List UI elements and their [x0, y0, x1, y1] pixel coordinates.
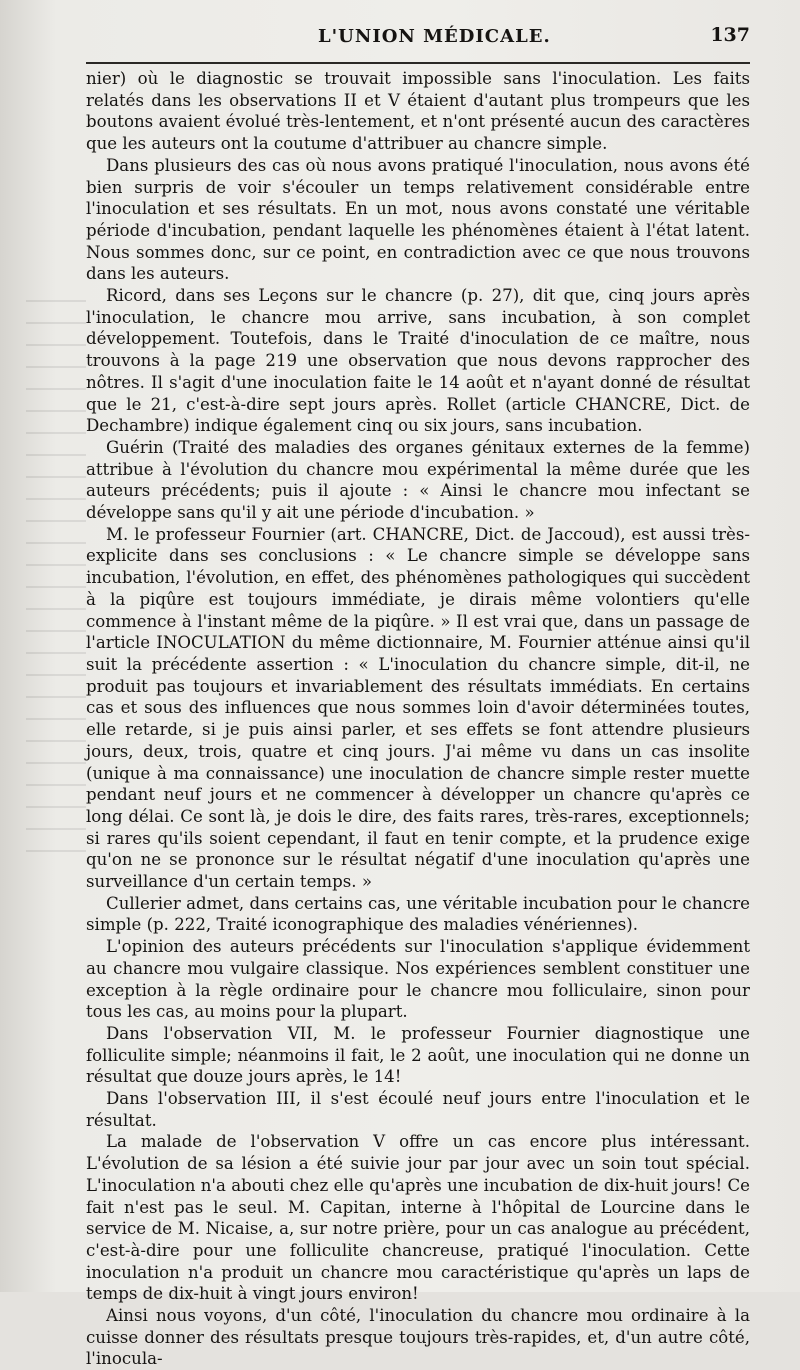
running-title: L'UNION MÉDICALE.: [318, 26, 551, 47]
paragraph: La malade de l'observation V offre un cas encore plus intéressant. L'évolution de sa lésion a été suivie jour par jour avec un soin tout spécial. L'inoculation n'a abouti chez elle qu'après une incubation de dix-huit jours! Ce fait n'est pas le seul. M. Capitan, interne à l'hôpital de Lourcine dans le service de M. Nicaise, a, sur notre prière, pour un cas analogue au précédent, c'est-à-dire pour une folliculite chancreuse, pratiqué l'inoculation. Cette inoculation n'a produit un chancre mou caractéristique qu'après un laps de temps de dix-huit à vingt jours environ!: [86, 1132, 750, 1304]
paragraph: Guérin (Traité des maladies des organes génitaux externes de la femme) attribue à l'évolution du chancre mou expérimental la même durée que les auteurs précédents; puis il ajoute : « Ainsi le chancre mou infectant se développe sans qu'il y ait une période d'incubation. »: [86, 437, 750, 523]
paragraph: M. le professeur Fournier (art. CHANCRE, Dict. de Jaccoud), est aussi très-explicite dans ses conclusions : « Le chancre simple se développe sans incubation, l'évolution, en effet, des phénomènes pathologiques qui succèdent à la piqûre est toujours immédiate, je dirais même volontiers qu'elle commence à l'instant même de la piqûre. » Il est vrai que, dans un passage de l'article INOCULATION du même dictionnaire, M. Fournier atténue ainsi qu'il suit la précédente assertion : « L'inoculation du chancre simple, dit-il, ne produit pas toujours et invariablement des résultats immédiats. En certains cas et sous des influences que nous sommes loin d'avoir déterminées toutes, elle retarde, si je puis ainsi parler, et ses effets se font attendre plusieurs jours, deux, trois, quatre et cinq jours. J'ai même vu dans un cas insolite (unique à ma connaissance) une inoculation de chancre simple rester muette pendant neuf jours et ne commencer à développer un chancre qu'après ce long délai. Ce sont là, je dois le dire, des faits rares, très-rares, exceptionnels; si rares qu'ils soient cependant, il faut en tenir compte, et la prudence exige qu'on ne se prononce sur le résultat négatif d'une inoculation qu'après une surveillance d'un certain temps. »: [86, 524, 750, 892]
paragraph: Ricord, dans ses Leçons sur le chancre (p. 27), dit que, cinq jours après l'inoculation, le chancre mou arrive, sans incubation, à son complet développement. Toutefois, dans le Traité d'inoculation de ce maître, nous trouvons à la page 219 une observation que nous devons rapprocher des nôtres. Il s'agit d'une inoculation faite le 14 août et n'ayant donné de résultat que le 21, c'est-à-dire sept jours après. Rollet (article CHANCRE, Dict. de Dechambre) indique également cinq ou six jours, sans incubation.: [86, 286, 750, 436]
paragraph: Cullerier admet, dans certains cas, une véritable incubation pour le chancre simple (p. 222, Traité iconographique des maladies vénériennes).: [86, 893, 750, 935]
page-header: [86, 24, 750, 52]
paragraph: Ainsi nous voyons, d'un côté, l'inoculation du chancre mou ordinaire à la cuisse donner des résultats presque toujours très-rapides, et, d'un autre côté, l'inocula-: [86, 1306, 750, 1369]
page-number: 137: [710, 24, 750, 46]
header-rule: [86, 62, 750, 64]
article-body: [86, 68, 750, 1370]
bleed-through-shadow: [26, 300, 86, 860]
paragraph: Dans plusieurs des cas où nous avons pratiqué l'inoculation, nous avons été bien surpris de voir s'écouler un temps relativement considérable entre l'inoculation et ses résultats. En un mot, nous avons constaté une véritable période d'incubation, pendant laquelle les phénomènes étaient à l'état latent. Nous sommes donc, sur ce point, en contradiction avec ce que nous trouvons dans les auteurs.: [86, 155, 750, 284]
paragraph: Dans l'observation III, il s'est écoulé neuf jours entre l'inoculation et le résultat.: [86, 1089, 750, 1130]
paragraph: L'opinion des auteurs précédents sur l'inoculation s'applique évidemment au chancre mou vulgaire classique. Nos expériences semblent constituer une exception à la règle ordinaire pour le chancre mou folliculaire, sinon pour tous les cas, au moins pour la plupart.: [86, 937, 750, 1022]
paragraph: nier) où le diagnostic se trouvait impossible sans l'inoculation. Les faits relatés dans les observations II et V étaient d'autant plus trompeurs que les boutons avaient évolué très-lentement, et n'ont présenté aucun des caractères que les auteurs ont la coutume d'attribuer au chancre simple.: [86, 69, 750, 154]
paragraph: Dans l'observation VII, M. le professeur Fournier diagnostique une folliculite simple; néanmoins il fait, le 2 août, une inoculation qui ne donne un résultat que douze jours après, le 14!: [86, 1023, 750, 1087]
